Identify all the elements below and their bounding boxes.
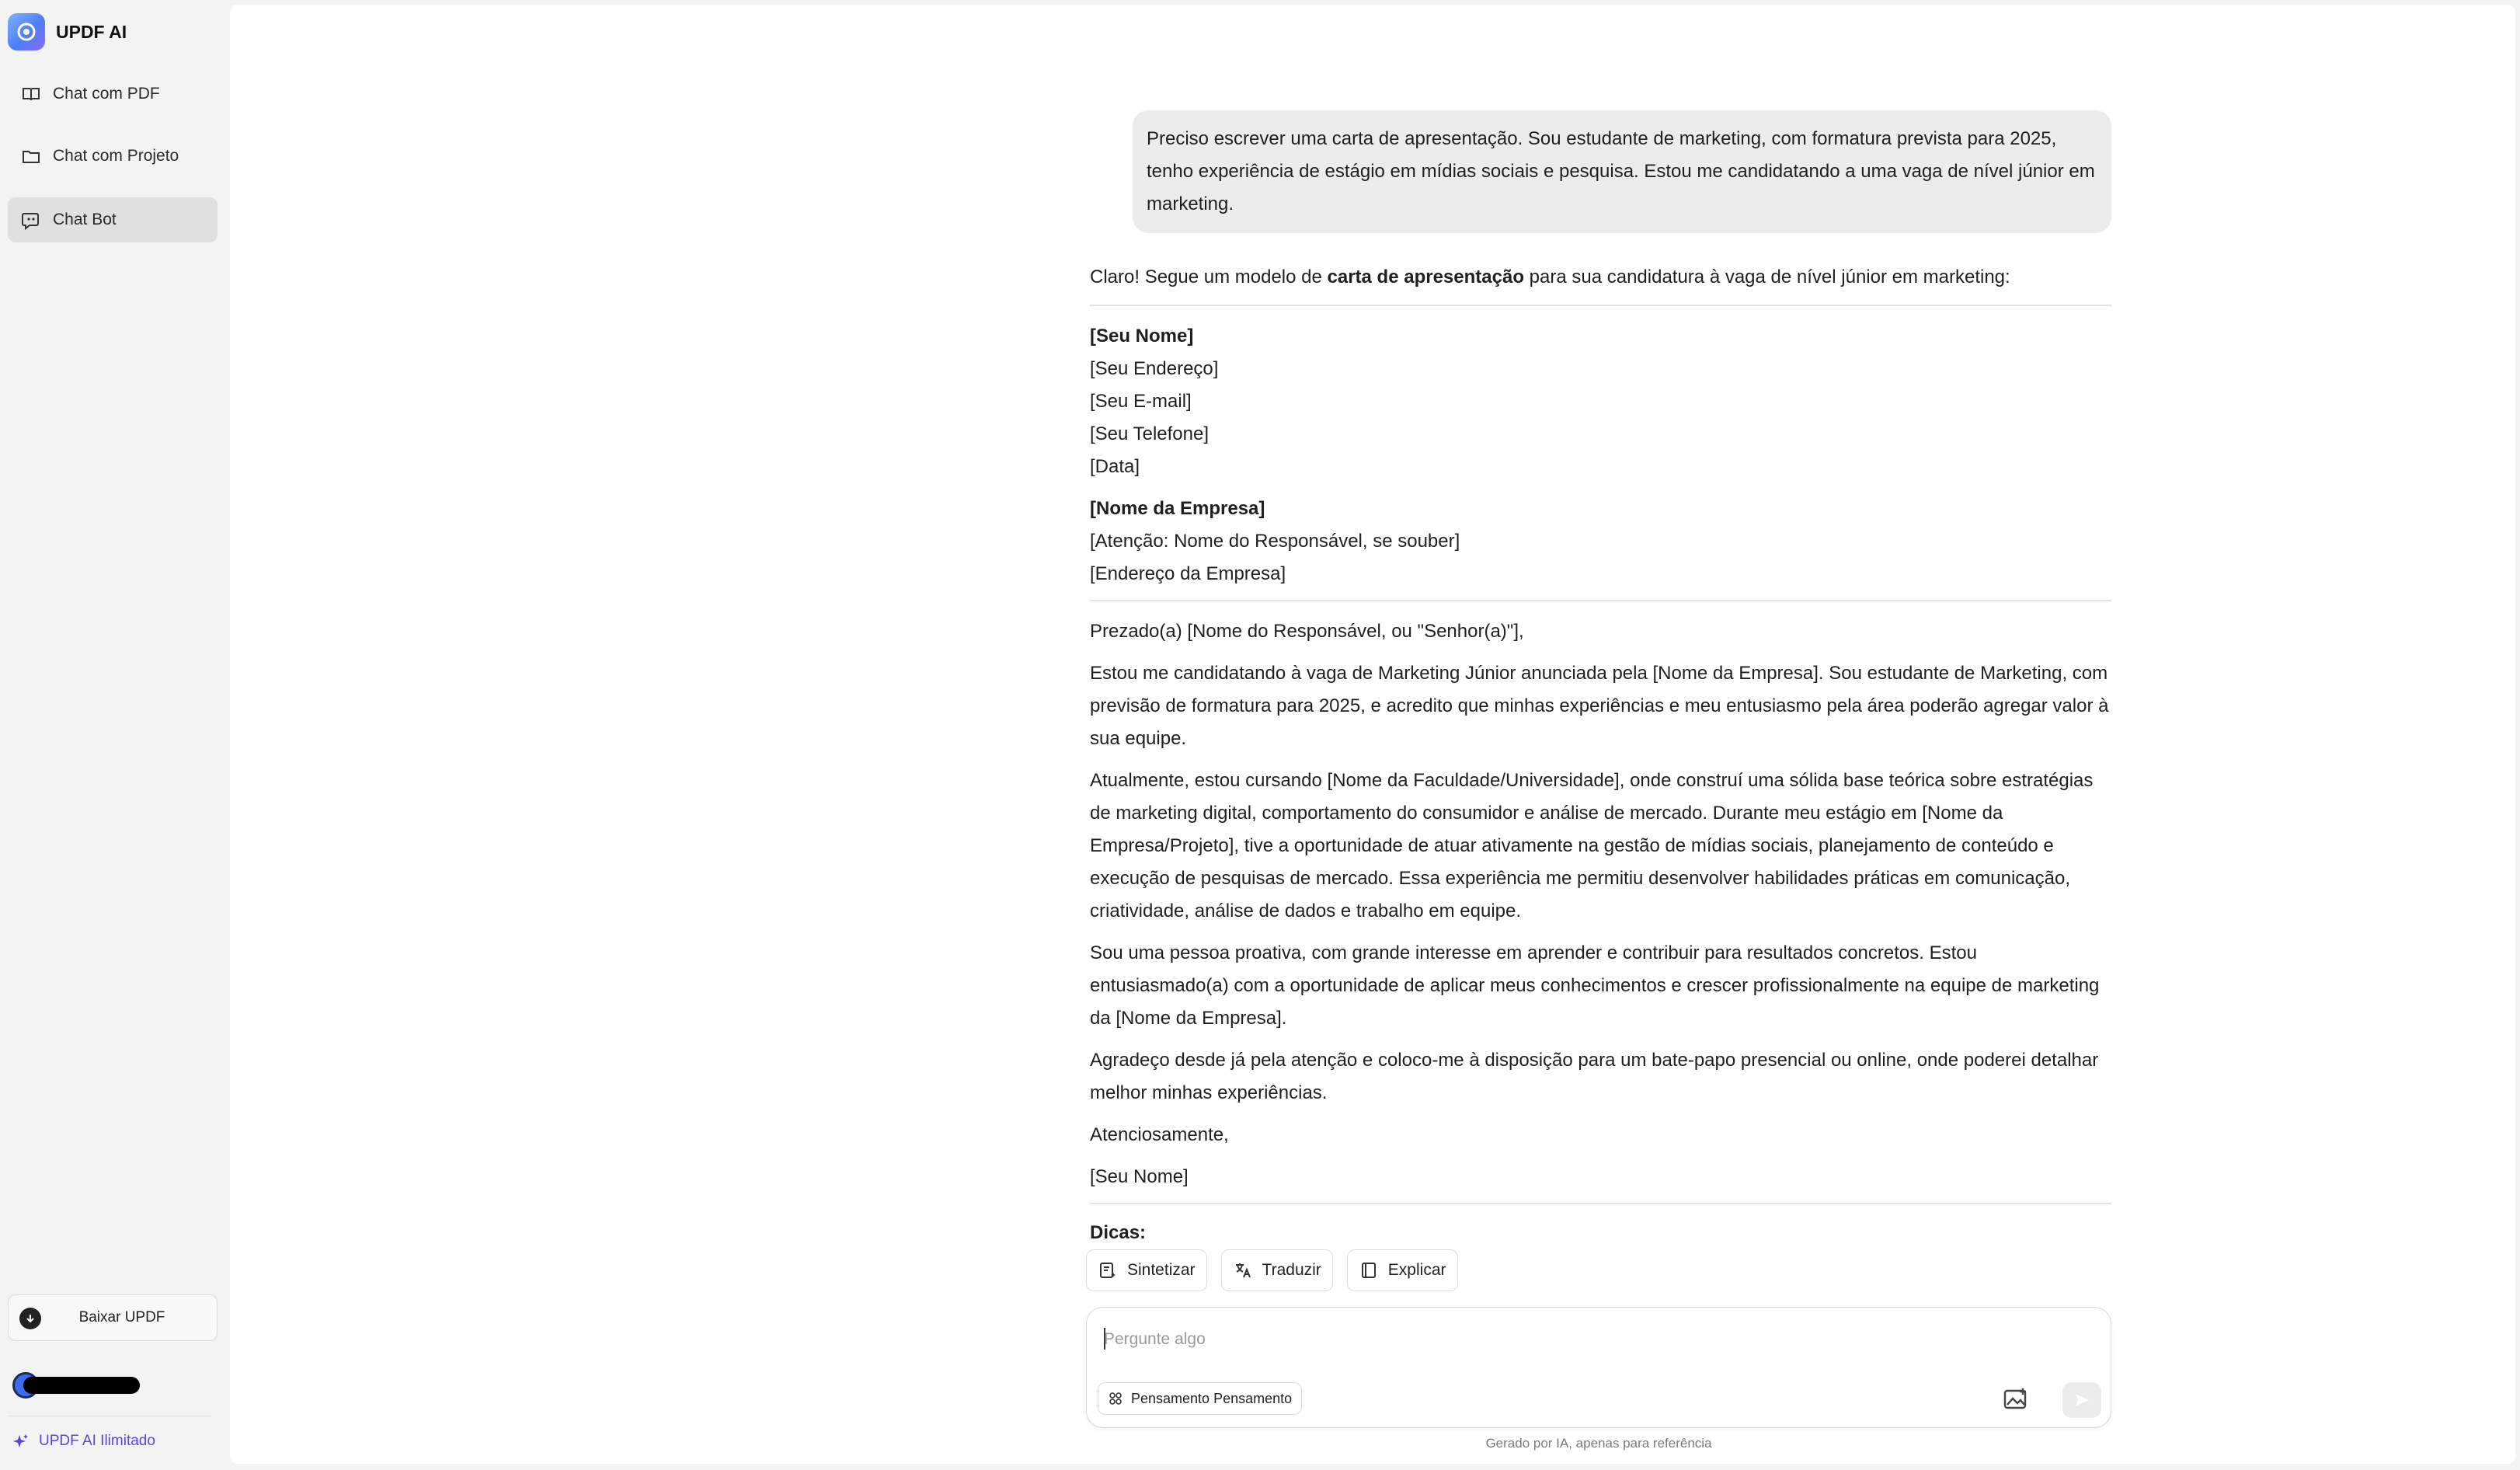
image-icon bbox=[2002, 1387, 2030, 1412]
sender-block bbox=[1090, 320, 2111, 483]
company-attention: [Atenção: Nome do Responsável, se souber] bbox=[1090, 531, 1460, 552]
book-icon bbox=[1359, 1260, 1379, 1280]
sidebar bbox=[0, 0, 227, 1470]
translate-button[interactable] bbox=[1221, 1249, 1333, 1291]
company-name: [Nome da Empresa] bbox=[1090, 498, 1265, 519]
company-block bbox=[1090, 493, 2111, 590]
unlimited-label: UPDF AI Ilimitado bbox=[39, 1433, 155, 1449]
quick-actions bbox=[1086, 1249, 1458, 1291]
app-title: UPDF AI bbox=[56, 21, 127, 42]
sidebar-item-label: Chat com PDF bbox=[53, 85, 160, 103]
sender-email: [Seu E-mail] bbox=[1090, 391, 1192, 412]
sender-phone: [Seu Telefone] bbox=[1090, 423, 1210, 444]
redacted-username bbox=[23, 1377, 140, 1394]
signature: [Seu Nome] bbox=[1090, 1166, 1189, 1187]
prompt-input[interactable] bbox=[1104, 1326, 1881, 1353]
sender-address: [Seu Endereço] bbox=[1090, 358, 1219, 379]
chat-panel bbox=[230, 5, 2515, 1464]
sidebar-item-chat-com-pdf[interactable] bbox=[8, 71, 218, 117]
divider bbox=[1090, 1203, 2111, 1204]
updf-ai-unlimited-link[interactable] bbox=[12, 1433, 155, 1450]
download-icon bbox=[19, 1308, 41, 1329]
user-account[interactable] bbox=[12, 1369, 137, 1397]
sidebar-item-chat-com-projeto[interactable] bbox=[8, 134, 218, 179]
updf-ai-logo-icon bbox=[8, 13, 45, 51]
paragraph: Sou uma pessoa proativa, com grande interesse em aprender e contribuir para resultados concretos. Estou entusiasmado(a) com a oportunidade de aplicar meus conhecimentos e crescer profissionalmente na equipe de marketing da [Nome da Empresa]. bbox=[1090, 942, 2100, 1029]
send-button[interactable] bbox=[2062, 1382, 2101, 1418]
book-icon bbox=[20, 83, 42, 105]
summarize-label: Sintetizar bbox=[1127, 1261, 1196, 1279]
summarize-icon bbox=[1098, 1260, 1118, 1280]
sender-date: [Data] bbox=[1090, 456, 1140, 477]
translate-icon bbox=[1233, 1260, 1253, 1280]
thinking-icon bbox=[1108, 1391, 1123, 1406]
greeting: Prezado(a) [Nome do Responsável, ou "Senhor(a)"], bbox=[1090, 621, 1524, 642]
sidebar-item-label: Chat com Projeto bbox=[53, 147, 179, 165]
image-upload-button[interactable] bbox=[2002, 1387, 2030, 1412]
user-message: Preciso escrever uma carta de apresentação. Sou estudante de marketing, com formatura prevista para 2025, tenho experiência de estágio em mídias sociais e pesquisa. Estou me candidatando a uma vaga de nível júnior em marketing. bbox=[1133, 110, 2111, 233]
sender-name: [Seu Nome] bbox=[1090, 326, 1194, 347]
thinking-mode-button[interactable] bbox=[1098, 1382, 1302, 1415]
explain-button[interactable] bbox=[1347, 1249, 1458, 1291]
explain-label: Explicar bbox=[1387, 1261, 1446, 1279]
thinking-label: Pensamento Pensamento bbox=[1131, 1390, 1293, 1406]
chat-bot-icon bbox=[20, 209, 42, 231]
divider bbox=[1090, 600, 2111, 601]
summarize-button[interactable] bbox=[1086, 1249, 1207, 1291]
translate-label: Traduzir bbox=[1262, 1261, 1321, 1279]
assistant-message bbox=[1090, 261, 2111, 1249]
tips-title: Dicas: bbox=[1090, 1222, 1147, 1243]
message-composer bbox=[1086, 1307, 2111, 1428]
paragraph: Atualmente, estou cursando [Nome da Faculdade/Universidade], onde construí uma sólida base teórica sobre estratégias de marketing digital, comportamento do consumidor e análise de mercado. Durante meu estágio em [Nome da Empresa/Projeto], tive a oportunidade de atuar ativamente na gestão de mídias sociais, planejamento de conteúdo e execução de pesquisas de mercado. Essa experiência me permitiu desenvolver habilidades práticas em comunicação, criatividade, análise de dados e trabalho em equipe. bbox=[1090, 770, 2094, 921]
sidebar-item-label: Chat Bot bbox=[53, 211, 117, 228]
download-label: Baixar UPDF bbox=[78, 1309, 165, 1325]
company-address: [Endereço da Empresa] bbox=[1090, 563, 1286, 584]
paragraph: Agradeço desde já pela atenção e coloco-me à disposição para um bate-papo presencial ou online, onde poderei detalhar melhor minhas experiências. bbox=[1090, 1050, 2099, 1103]
closing: Atenciosamente, bbox=[1090, 1124, 1229, 1145]
send-icon bbox=[2073, 1391, 2091, 1409]
sparkle-icon bbox=[12, 1433, 30, 1450]
ai-disclaimer: Gerado por IA, apenas para referência bbox=[1485, 1436, 1712, 1451]
folder-icon bbox=[20, 145, 42, 167]
answer-intro: Claro! Segue um modelo de carta de apresentação para sua candidatura à vaga de nível júnior em marketing: bbox=[1090, 266, 2010, 287]
sidebar-item-chat-bot[interactable] bbox=[8, 197, 218, 242]
divider bbox=[1090, 305, 2111, 306]
paragraph: Estou me candidatando à vaga de Marketing Júnior anunciada pela [Nome da Empresa]. Sou estudante de Marketing, com previsão de formatura para 2025, e acredito que minhas experiências e meu entusiasmo pela área poderão agregar valor à sua equipe. bbox=[1090, 663, 2109, 749]
download-updf-button[interactable] bbox=[8, 1294, 218, 1341]
brand bbox=[8, 12, 127, 51]
